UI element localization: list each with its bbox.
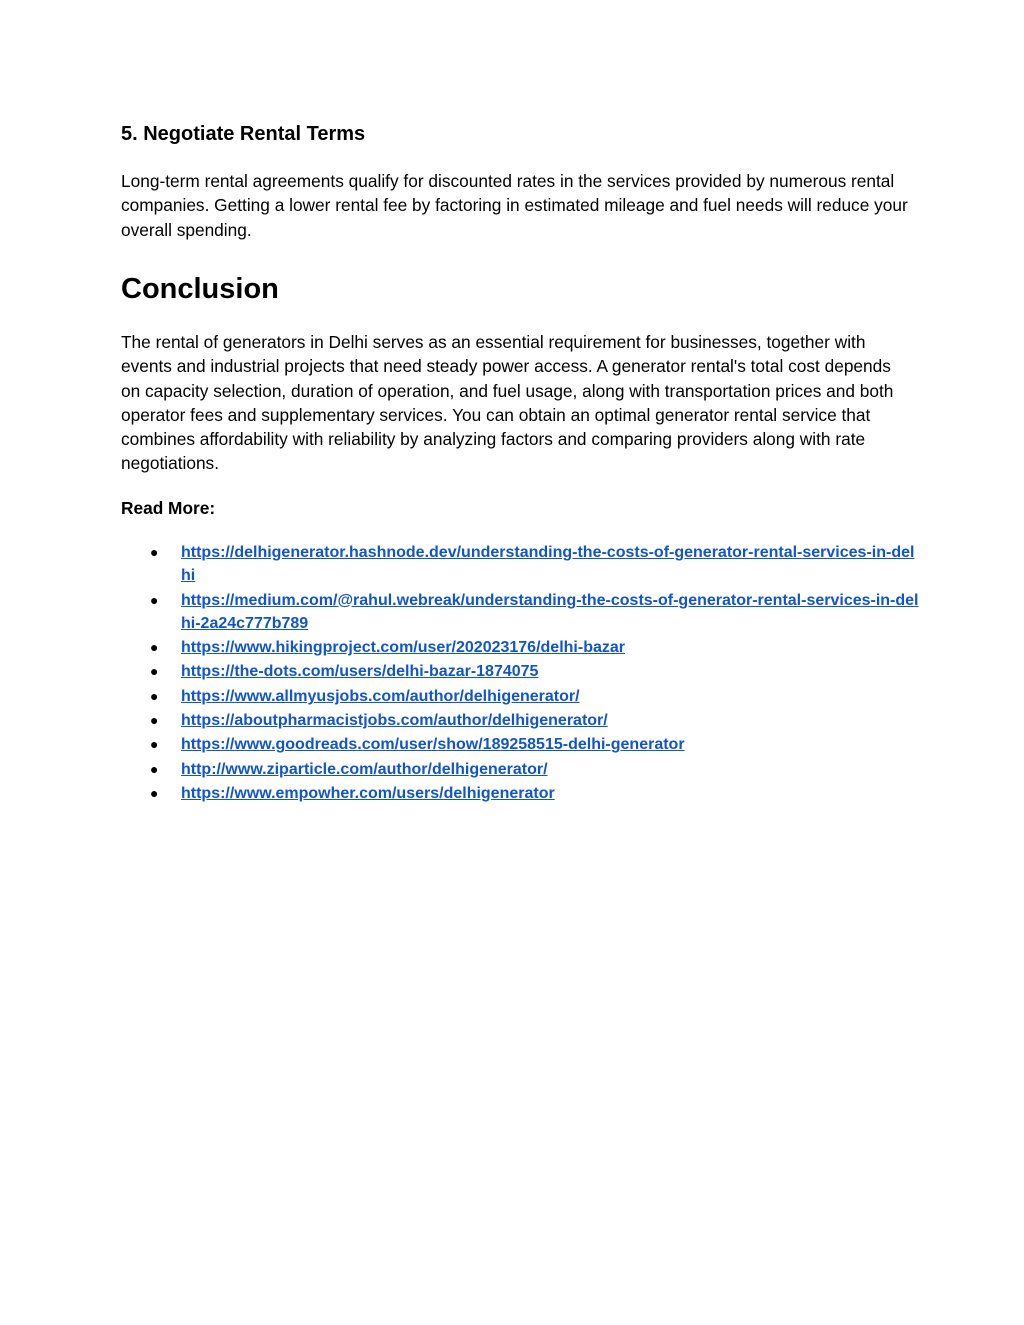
list-item [121,685,921,708]
read-more-link[interactable]: https://aboutpharmacistjobs.com/author/delhigenerator/ [181,712,608,730]
conclusion-heading: Conclusion [121,273,279,305]
conclusion-paragraph: The rental of generators in Delhi serves as an essential requirement for businesses, together with events and industrial projects that need steady power access. A generator rental's total cost depends on capacity selection, duration of operation, and fuel usage, along with transportation prices and both operator fees and supplementary services. You can obtain an optimal generator rental service that combines affordability with reliability by analyzing factors and comparing providers along with rate negotiations. [121,332,894,474]
bullet-icon: ● [150,591,159,608]
section-heading: 5. Negotiate Rental Terms [121,123,366,145]
list-item [121,636,921,659]
read-more-link[interactable]: http://www.ziparticle.com/author/delhigenerator/ [181,760,548,778]
read-more-link-list [121,541,921,806]
list-item [121,541,921,588]
bullet-icon: ● [150,663,159,680]
bullet-icon: ● [150,639,159,656]
bullet-icon: ● [150,760,159,777]
read-more-link[interactable]: https://medium.com/@rahul.webreak/understanding-the-costs-of-generator-rental-services-in-delhi-2a24c777b789 [181,591,919,632]
bullet-icon: ● [150,544,159,560]
read-more-label: Read More: [121,498,216,518]
section-paragraph: Long-term rental agreements qualify for discounted rates in the services provided by numerous rental companies. Getting a lower rental fee by factoring in estimated mileage and fuel needs will reduce your overall spending. [121,171,908,240]
bullet-icon: ● [150,687,159,704]
read-more-link[interactable]: https://www.allmyusjobs.com/author/delhigenerator/ [181,687,580,705]
bullet-icon: ● [150,712,159,729]
read-more-link[interactable]: https://the-dots.com/users/delhi-bazar-1874075 [181,663,539,681]
read-more-link[interactable]: https://delhigenerator.hashnode.dev/understanding-the-costs-of-generator-rental-services-in-delhi [181,544,915,585]
bullet-icon: ● [150,736,159,753]
list-item [121,660,921,683]
list-item [121,709,921,732]
list-item [121,589,921,636]
read-more-link[interactable]: https://www.goodreads.com/user/show/189258515-delhi-generator [181,736,685,754]
read-more-link[interactable]: https://www.empowher.com/users/delhigenerator [181,784,555,802]
list-item [121,733,921,756]
list-item [121,782,921,805]
read-more-link[interactable]: https://www.hikingproject.com/user/202023176/delhi-bazar [181,639,625,657]
list-item [121,758,921,781]
bullet-icon: ● [150,784,159,801]
